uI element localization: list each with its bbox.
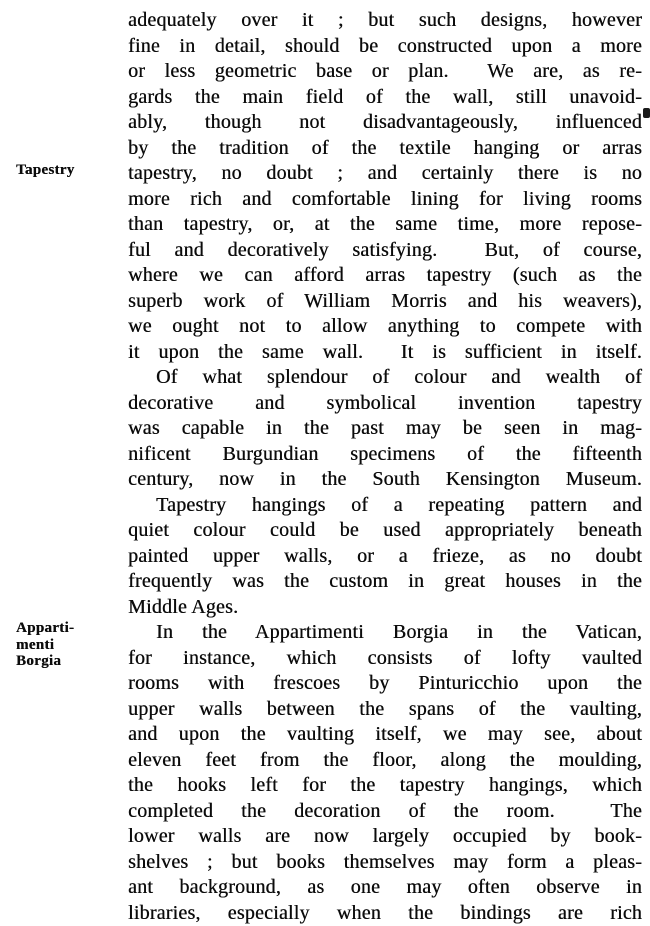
text-line: eleven feet from the floor, along the moulding, bbox=[128, 748, 642, 771]
text-line: and upon the vaulting itself, we may see, about bbox=[128, 723, 642, 745]
margin-note-line: Borgia bbox=[16, 653, 62, 669]
text-line: adequately over it ; but such designs, however bbox=[128, 9, 642, 31]
paragraph bbox=[128, 365, 642, 493]
text-line: rooms with frescoes by Pinturicchio upon the bbox=[128, 672, 642, 694]
paragraph bbox=[128, 493, 642, 621]
text-line: ant background, as one may often observe in bbox=[128, 876, 642, 898]
text-line: or less geometric base or plan. We are, as re- bbox=[128, 60, 642, 82]
text-line: decorative and symbolical invention tapestry bbox=[128, 391, 642, 414]
text-line: Tapestry hangings of a repeating pattern and bbox=[156, 493, 642, 516]
text-line: painted upper walls, or a frieze, as no doubt bbox=[128, 544, 642, 567]
text-line: by the tradition of the textile hanging or arras bbox=[128, 136, 642, 159]
text-line: libraries, especially when the bindings are rich bbox=[128, 901, 642, 924]
text-line: where we can afford arras tapestry (such as the bbox=[128, 264, 642, 286]
text-line: ful and decoratively satisfying. But, of course, bbox=[128, 238, 642, 261]
text-line: tapestry, no doubt ; and certainly there is no bbox=[128, 162, 642, 184]
paragraph bbox=[128, 620, 642, 926]
text-line: was capable in the past may be seen in mag- bbox=[128, 417, 642, 439]
text-line: lower walls are now largely occupied by book- bbox=[128, 825, 642, 847]
text-line: than tapestry, or, at the same time, more repose- bbox=[128, 213, 642, 235]
text-line: gards the main field of the wall, still unavoid- bbox=[128, 85, 642, 108]
text-line: completed the decoration of the room. The bbox=[128, 799, 642, 822]
text-line: ably, though not disadvantageously, influenced bbox=[128, 111, 642, 133]
margin-note bbox=[16, 162, 121, 179]
text-line: we ought not to allow anything to compete with bbox=[128, 315, 642, 337]
text-line: fine in detail, should be constructed upon a more bbox=[128, 34, 642, 57]
margin-note-line: menti bbox=[16, 636, 55, 653]
text-line: Of what splendour of colour and wealth of bbox=[156, 366, 642, 388]
text-line: quiet colour could be used appropriately beneath bbox=[128, 519, 642, 541]
text-line: more rich and comfortable lining for living rooms bbox=[128, 187, 642, 210]
text-line: for instance, which consists of lofty vaulted bbox=[128, 646, 642, 669]
text-line: superb work of William Morris and his weavers), bbox=[128, 289, 642, 312]
text-column bbox=[128, 8, 642, 926]
margin-note-line: Apparti- bbox=[16, 620, 75, 636]
margin-note-line: Tapestry bbox=[16, 162, 75, 178]
margin-note bbox=[16, 620, 121, 670]
text-line: upper walls between the spans of the vaulting, bbox=[128, 697, 642, 720]
text-line: the hooks left for the tapestry hangings, which bbox=[128, 774, 642, 796]
text-line: shelves ; but books themselves may form a pleas- bbox=[128, 850, 642, 873]
text-line: In the Appartimenti Borgia in the Vatican, bbox=[156, 621, 642, 643]
text-line: century, now in the South Kensington Museum. bbox=[128, 468, 642, 490]
text-line: nificent Burgundian specimens of the fifteenth bbox=[128, 442, 642, 465]
text-line: Middle Ages. bbox=[128, 595, 239, 618]
scan-artifact bbox=[643, 108, 650, 118]
paragraph bbox=[128, 8, 642, 365]
text-line: it upon the same wall. It is sufficient in itself. bbox=[128, 340, 642, 363]
text-line: frequently was the custom in great houses in the bbox=[128, 570, 642, 592]
